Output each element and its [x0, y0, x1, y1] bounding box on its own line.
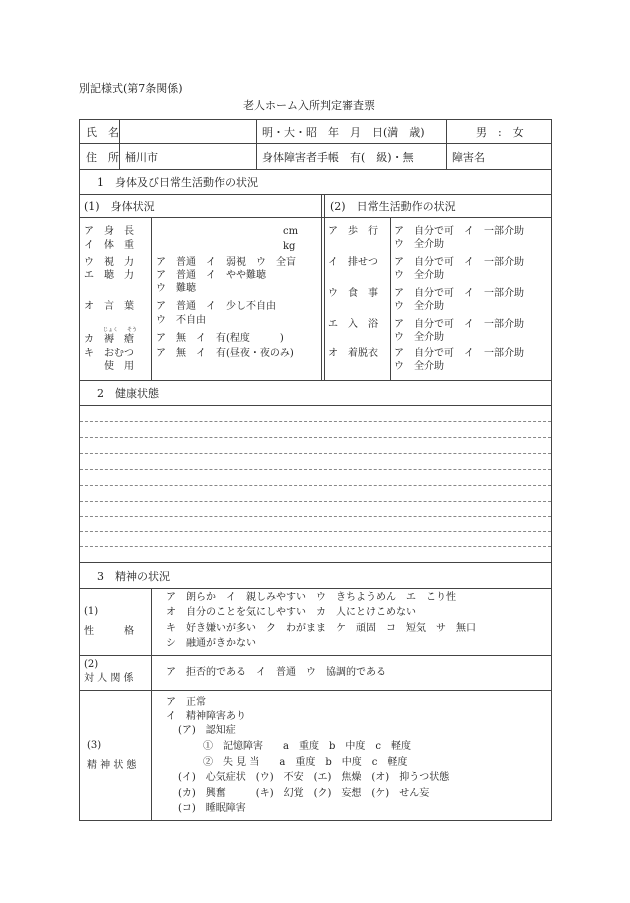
weight-unit: kg	[283, 241, 296, 252]
table-rule	[79, 405, 552, 406]
table-border-left	[79, 119, 80, 821]
writing-line[interactable]	[80, 437, 551, 438]
table-rule	[321, 194, 322, 380]
table-rule	[79, 217, 552, 218]
dressing-label: オ 着脱衣	[328, 348, 378, 359]
mental-options-8[interactable]: (コ) 睡眠障害	[178, 803, 246, 814]
walking-label: ア 歩 行	[328, 226, 378, 237]
ruby-sou: そう	[127, 327, 138, 333]
table-rule	[256, 119, 257, 169]
dressing-options-1[interactable]: ア 自分で可 イ 一部介助	[394, 348, 524, 359]
mental-label: 精 神 状 態	[87, 760, 137, 771]
speech-options-1[interactable]: ア 普通 イ 少し不自由	[156, 301, 276, 312]
personality-options-4[interactable]: シ 融通がきかない	[166, 638, 256, 649]
vision-label: ウ 視 力	[84, 257, 134, 268]
sex-options[interactable]: 男 : 女	[476, 126, 524, 139]
section1-title: 1 身体及び日常生活動作の状況	[97, 176, 258, 189]
physical-status-title: (1) 身体状況	[84, 200, 155, 213]
hearing-options-2[interactable]: ウ 難聴	[156, 283, 196, 294]
name-label: 氏 名	[86, 126, 119, 139]
mental-number: (3)	[87, 740, 102, 751]
speech-options-2[interactable]: ウ 不自由	[156, 315, 206, 326]
dressing-options-2[interactable]: ウ 全介助	[394, 361, 444, 372]
mental-options-4[interactable]: ① 記憶障害 a 重度 b 中度 c 軽度	[203, 741, 411, 752]
eating-options-2[interactable]: ウ 全介助	[394, 301, 444, 312]
table-rule	[324, 194, 325, 380]
eating-label: ウ 食 事	[328, 288, 378, 299]
disability-certificate-label: 身体障害者手帳 有( 級)・無	[262, 151, 414, 164]
personality-options-3[interactable]: キ 好き嫌いが多い ク わがまま ケ 頑固 コ 短気 サ 無口	[166, 623, 476, 634]
hearing-label: エ 聴 力	[84, 270, 134, 281]
section2-title: 2 健康状態	[97, 387, 159, 400]
table-rule	[79, 380, 552, 381]
birthdate-field-label: 明・大・昭 年 月 日(満 歳)	[262, 126, 425, 139]
table-rule	[79, 562, 552, 563]
mental-options-7[interactable]: (カ) 興奮 (キ) 幻覚 (ク) 妄想 (ケ) せん妄	[178, 788, 430, 799]
diaper-use-label: 使 用	[104, 361, 134, 372]
ruby-joku: じょく	[103, 327, 119, 333]
writing-line[interactable]	[80, 546, 551, 547]
weight-label: イ 体 重	[84, 240, 134, 251]
table-rule	[79, 655, 552, 656]
mental-options-2[interactable]: イ 精神障害あり	[166, 711, 246, 722]
mental-options-1[interactable]: ア 正常	[166, 697, 206, 708]
table-rule	[79, 143, 552, 144]
writing-line[interactable]	[80, 531, 551, 532]
bedsore-options[interactable]: ア 無 イ 有(程度 )	[156, 333, 284, 344]
excretion-options-1[interactable]: ア 自分で可 イ 一部介助	[394, 257, 524, 268]
relations-options[interactable]: ア 拒否的である イ 普通 ウ 協調的である	[166, 667, 386, 678]
table-rule	[79, 588, 552, 589]
relations-number: (2)	[84, 659, 99, 670]
table-rule	[151, 588, 152, 821]
mental-options-3[interactable]: (ア) 認知症	[178, 725, 236, 736]
mental-options-5[interactable]: ② 失 見 当 a 重度 b 中度 c 軽度	[203, 757, 408, 768]
mental-options-6[interactable]: (イ) 心気症状 (ウ) 不安 (エ) 焦燥 (オ) 抑うつ状態	[178, 772, 450, 783]
personality-options-1[interactable]: ア 朗らか イ 親しみやすい ウ きちようめん エ こり性	[166, 592, 456, 603]
bathing-options-2[interactable]: ウ 全介助	[394, 332, 444, 343]
personality-label: 性 格	[84, 626, 134, 637]
hearing-options-1[interactable]: ア 普通 イ やや難聴	[156, 270, 266, 281]
bathing-options-1[interactable]: ア 自分で可 イ 一部介助	[394, 319, 524, 330]
bedsore-label: カ 褥 瘡	[84, 334, 134, 345]
height-label: ア 身 長	[84, 226, 134, 237]
table-rule	[79, 194, 552, 195]
personality-options-2[interactable]: オ 自分のことを気にしやすい カ 人にとけこめない	[166, 607, 416, 618]
excretion-label: イ 排せつ	[328, 257, 378, 268]
section3-title: 3 精神の状況	[97, 570, 170, 583]
address-value[interactable]: 桶川市	[125, 151, 158, 164]
address-label: 住 所	[86, 151, 119, 164]
table-rule	[119, 119, 120, 169]
table-rule	[79, 690, 552, 691]
table-border-bottom	[79, 820, 552, 821]
adl-title: (2) 日常生活動作の状況	[330, 200, 456, 213]
speech-label: オ 言 葉	[84, 301, 134, 312]
excretion-options-2[interactable]: ウ 全介助	[394, 270, 444, 281]
writing-line[interactable]	[80, 469, 551, 470]
writing-line[interactable]	[80, 501, 551, 502]
writing-line[interactable]	[80, 485, 551, 486]
table-rule	[446, 119, 447, 169]
disability-name-label: 障害名	[452, 151, 485, 164]
walking-options-2[interactable]: ウ 全介助	[394, 239, 444, 250]
writing-line[interactable]	[80, 516, 551, 517]
walking-options-1[interactable]: ア 自分で可 イ 一部介助	[394, 226, 524, 237]
bathing-label: エ 入 浴	[328, 319, 378, 330]
personality-number: (1)	[84, 606, 99, 617]
table-border-right	[551, 119, 552, 821]
eating-options-1[interactable]: ア 自分で可 イ 一部介助	[394, 288, 524, 299]
table-rule	[79, 169, 552, 170]
writing-line[interactable]	[80, 421, 551, 422]
form-title: 老人ホーム入所判定審査票	[243, 99, 375, 112]
form-reference: 別記様式(第7条関係)	[79, 82, 183, 95]
vision-options[interactable]: ア 普通 イ 弱視 ウ 全盲	[156, 257, 296, 268]
table-rule	[390, 217, 391, 380]
name-field[interactable]	[121, 121, 254, 141]
diaper-label: キ おむつ	[84, 348, 134, 359]
relations-label: 対 人 関 係	[84, 673, 134, 684]
height-unit: cm	[283, 226, 299, 237]
diaper-options[interactable]: ア 無 イ 有(昼夜・夜のみ)	[156, 348, 294, 359]
writing-line[interactable]	[80, 453, 551, 454]
table-border-top	[79, 119, 552, 120]
table-rule	[151, 217, 152, 380]
